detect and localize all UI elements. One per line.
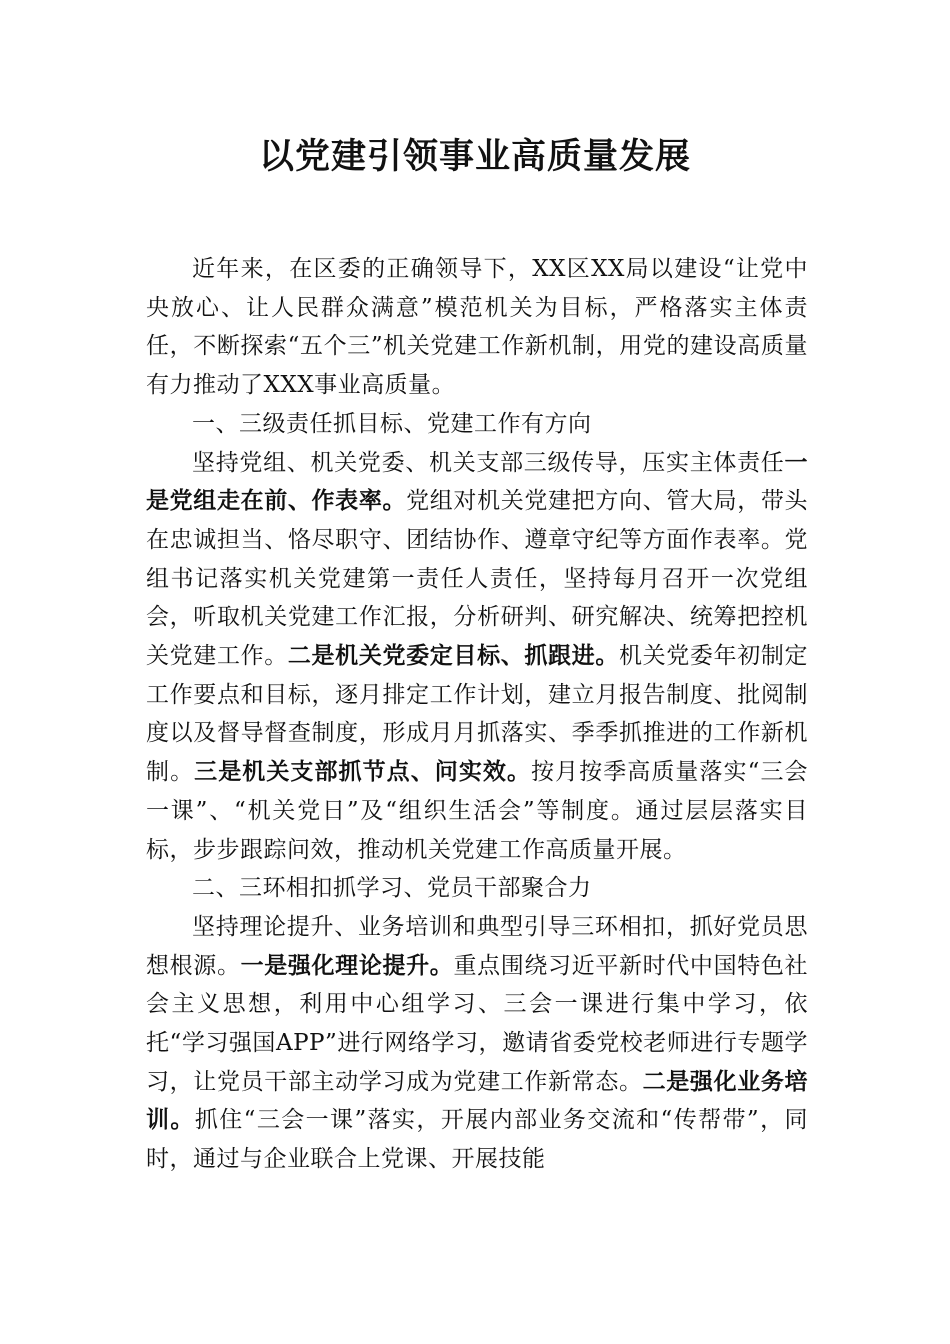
section1-point1-title: 一是党组走在前、作表率。 <box>146 448 808 515</box>
section2-point1-title: 一是强化理论提升。 <box>240 951 454 979</box>
section1-paragraph <box>146 444 808 870</box>
section2-point1-text: 重点围绕习近平新时代中国特色社会主义思想，利用中心组学习、三会一课进行集中学习，依托“学习强国APP”进行网络学习，邀请省委党校老师进行专题学习，让党员干部主动学习成为党建工作新常态。 <box>146 952 809 1095</box>
section1-point2-title: 二是机关党委定目标、抓跟进。 <box>287 642 619 670</box>
section1-point2-text: 机关党委年初制定工作要点和目标，逐月排定工作计划，建立月报告制度、批阅制度以及督导督查制度，形成月月抓落实、季季抓推进的工作新机制。 <box>146 643 809 786</box>
document-title: 以党建引领事业高质量发展 <box>258 137 691 177</box>
section2-lead: 坚持理论提升、业务培训和典型引导三环相扣，抓好党员思想根源。 <box>146 913 808 979</box>
section1-lead: 坚持党组、机关党委、机关支部三级传导，压实主体责任 <box>192 449 785 476</box>
section2-heading: 二、三环相扣抓学习、党员干部聚合力 <box>192 875 592 902</box>
section1-point3-title: 三是机关支部抓节点、问实效。 <box>194 758 532 786</box>
section1-point1-text: 党组对机关党建把方向、管大局，带头在忠诚担当、恪尽职守、团结协作、遵章守纪等方面作表率。党组书记落实机关党建第一责任人责任，坚持每月召开一次党组会，听取机关党建工作汇报，分析研判、研究解决、统筹把控机关党建工作。 <box>146 488 809 670</box>
section2-paragraph <box>146 908 808 1179</box>
section1-heading: 一、三级责任抓目标、党建工作有方向 <box>192 410 592 437</box>
intro-paragraph: 近年来，在区委的正确领导下，XX区XX局以建设“让党中央放心、让人民群众满意”模范机关为目标，严格落实主体责任，不断探索“五个三”机关党建工作新机制，用党的建设高质量有力推动了XXX事业高质量。 <box>146 256 808 399</box>
section2-point2-text: 抓住“三会一课”落实，开展内部业务交流和“传帮带”，同时，通过与企业联合上党课、开展技能 <box>146 1107 808 1173</box>
document-body <box>146 250 808 1179</box>
section1-point3-text: 按月按季高质量落实“三会一课”、“机关党日”及“组织生活会”等制度。通过层层落实目标，步步跟踪问效，推动机关党建工作高质量开展。 <box>146 759 809 863</box>
section2-point2-title: 二是强化业务培训。 <box>146 1067 809 1134</box>
